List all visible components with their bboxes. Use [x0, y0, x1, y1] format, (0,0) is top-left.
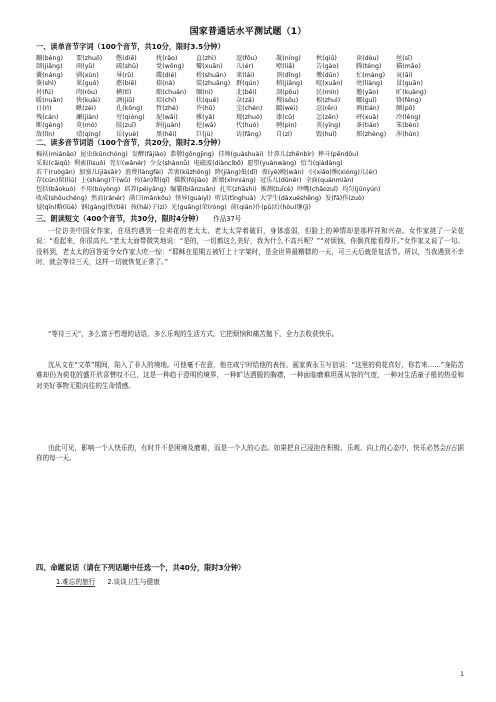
syllable-item: 敌(lǐn)	[36, 130, 55, 138]
syllable-item: 喧(xuān)	[316, 80, 343, 88]
syllable-item: 杂(zá)	[236, 97, 255, 104]
syllable-item: 快(kuài)	[76, 97, 101, 104]
syllable-item: 墩(dūn)	[316, 71, 340, 79]
word-item: 少女(shàonǚ)	[149, 159, 190, 167]
syllable-item: 缅(ní)	[196, 88, 213, 96]
syllable-item: 哲(zhé)	[156, 105, 179, 113]
syllable-row	[36, 129, 466, 138]
word-item: 光(guāng)荣(róng)	[171, 203, 227, 211]
syllable-item: 冷(lěng)	[396, 113, 421, 121]
syllable-item: 腾(téng)	[356, 63, 382, 71]
word-item: 吵嘴(chǎozuǐ)	[297, 186, 339, 194]
syllable-item: 忍(rěn)	[316, 105, 338, 113]
word-item: 针鼻儿(zhēnbír)	[267, 151, 315, 158]
syllable-item: 许(hǔ)	[196, 105, 216, 113]
syllable-item: 肢(zuī)	[116, 122, 137, 130]
word-item: 全面(quánmiàn)	[305, 177, 354, 185]
syllable-item: 孔(kǒng)	[116, 105, 143, 113]
word-item: 恭敬(gōngjìng)	[170, 151, 215, 158]
word-item: 愿望(yuànwàng)	[247, 159, 297, 167]
syllable-item: 郑(zhèng)	[356, 130, 387, 138]
word-item: 均匀(jūnyún)	[342, 186, 381, 194]
word-item: 采取(cǎiqǔ)	[36, 159, 70, 167]
word-row	[36, 202, 466, 211]
syllable-item: 装(zhuāng)	[196, 80, 231, 88]
syllable-item: 秋(qiū)	[316, 55, 337, 62]
syllable-item: 莫(mò)	[76, 122, 98, 130]
word-item: 钢(gāng)铁(tiě)	[81, 203, 127, 211]
word-item: 利索(lìsuǒ)	[73, 159, 106, 167]
syllable-item: 酒(jiǔ)	[116, 97, 135, 104]
word-item: 摔斗(pēndǒu)	[318, 151, 359, 158]
syllable-item: 猫(māo)	[396, 63, 421, 71]
syllable-item: 果(guǒ)	[76, 80, 99, 88]
syllable-item: 巨(jù)	[196, 130, 213, 138]
syllable-item: 来(lái)	[236, 71, 255, 79]
section1-heading: 一、读单音节字词（100个音节，共10分，限时3.5分钟）	[36, 42, 225, 51]
section3-heading: 三、朗读短文（400个音节，共30分，限时4分钟）	[36, 214, 203, 223]
word-item: 加塞儿(jiāsāir)	[79, 168, 122, 176]
syllable-item: 挖(wā)	[196, 122, 217, 130]
syllable-item: 捺(nà)	[156, 80, 175, 88]
section2-heading: 二、读多音节词语（100个音节，共20分，限时2.5分钟）	[36, 138, 225, 147]
syllable-item: 漆(cǔ)	[276, 113, 295, 121]
word-row	[36, 149, 466, 158]
syllable-item: 疏(shū)	[116, 63, 139, 71]
syllable-item: 告(gào)	[316, 63, 339, 71]
word-item: 存(cún)留(liú)	[36, 177, 77, 185]
passage-paragraph-4: 由此可见，影响一个人快乐的，有时并不是困境及磨难，而是一个人的心态。如果把自己浸泡在积极、乐观、向上的心态中，快乐必然会//占据你的每一天。	[36, 444, 464, 463]
syllable-item: 制(jiǎng)	[36, 63, 63, 71]
syllable-item: 顶(dǐng)	[276, 71, 301, 79]
syllable-item: 涮(jiàn)	[76, 113, 99, 121]
word-item: 发(fā)作(zuò)	[325, 195, 365, 202]
syllable-item: 剖(pōu)	[276, 88, 299, 96]
word-row	[36, 167, 466, 176]
passage-paragraph-1: 一位访美中国女作家，在纽约遇到一位卖花的老太太。老太太穿着破旧，身体虚弱，但脸上的神情却是那样祥和兴奋。女作家挑了一朵花说：“看起来，你很高兴。”老太太面带微笑地说：“是的，一切都这么美好，我为什么不高兴呢？”“对烦恼，你倒真能看得开。”女作家又说了一句。没料到，老太太的回答更令女作家大吃一惊：“耶稣在星期五被钉上十字架时，是全世界最糟糕的一天，可三天后就是复活节。所以，当我遇到不幸时，就会等待三天，这样一切就恢复正常了。”	[36, 227, 464, 267]
syllable-item: 现(zhuó)	[236, 113, 263, 121]
word-item: 苦衷(kǔzhōng)	[167, 168, 211, 176]
word-item: 怪异(guàiyì)	[175, 195, 212, 202]
syllable-item: 骋(pìn)	[276, 122, 297, 130]
syllable-item: 访(fǎng)	[236, 130, 262, 138]
syllable-item: 横(tī)	[116, 88, 132, 96]
section4-heading: 四、命题说话（请在下列话题中任选一个，共40分，限时3分钟）	[36, 563, 246, 572]
topic-item-2: 2.谈谈卫生与健康	[107, 578, 160, 586]
page-number: 1	[460, 671, 464, 678]
syllable-item: 群(qún)	[236, 80, 260, 88]
syllable-item: 亮(liàng)	[356, 80, 383, 88]
word-item: 莞尔(wǎnér)	[109, 159, 146, 167]
word-item: 小(xiǎo)熊(xióng)儿(ér)	[307, 168, 378, 176]
syllable-item: 衬(fú)	[36, 88, 54, 96]
word-item: 大学生(dàxuéshēng)	[259, 195, 322, 202]
word-row	[36, 184, 466, 193]
word-item: 孩(hái)子(zi)	[130, 203, 168, 211]
word-item: 挂帅(guàshuài)	[218, 151, 264, 158]
syllable-item: 冒(guān)	[396, 80, 423, 88]
syllable-item: 黑(hēi)	[156, 130, 177, 138]
syllable-item: 民(mín)	[316, 88, 339, 96]
word-item: 若干(ruògān)	[36, 168, 76, 176]
syllable-item: 党(wǒng)	[156, 63, 185, 71]
work-number: 作品37号	[213, 215, 242, 223]
syllable-item: 囊(náng)	[36, 71, 63, 79]
syllable-item: 憋(diē)	[116, 55, 137, 62]
syllable-item: 靖(qíng)	[76, 130, 101, 138]
syllable-item: 浑(hún)	[396, 130, 420, 138]
syllable-item: 丝(sī)	[396, 55, 413, 62]
syllable-item: 蹦(bèng)	[36, 55, 63, 62]
syllable-item: 条(tiáo)	[356, 122, 380, 130]
syllable-item: 锋(fēng)	[396, 97, 422, 104]
syllable-item: 船(chuán)	[156, 88, 187, 96]
word-item: 电磁波(diàncíbō)	[193, 159, 244, 167]
syllable-item: 哀(āi)	[396, 71, 413, 79]
syllable-item: 残(cán)	[36, 113, 59, 121]
syllable-item: 雨(yǔ)	[76, 63, 95, 71]
syllable-item: 憨(biē)	[116, 80, 137, 88]
syllable-item: 肉(ròu)	[76, 88, 98, 96]
syllable-item: 栓(shuān)	[196, 71, 227, 79]
word-item: 棉袄(miánǎo)	[36, 151, 77, 158]
syllable-item: 泥(wǎi)	[156, 113, 178, 121]
word-item: 收成(shōuchéng)	[36, 195, 88, 202]
word-row	[36, 158, 466, 167]
syllable-item: 驯(xùn)	[76, 71, 99, 79]
syllable-item: 忙(máng)	[356, 71, 386, 79]
syllable-item: 碟(dié)	[156, 71, 177, 79]
syllable-item: 断(gèng)	[36, 122, 63, 130]
topic-item-1: 1.难忘的旅行	[56, 578, 96, 586]
syllable-item: 逗(fǒu)	[236, 55, 258, 62]
syllable-item: 搜(sōu)	[276, 97, 299, 104]
syllable-item: 状(quē)	[196, 97, 219, 104]
syllable-item: 根(zhuì)	[316, 97, 341, 104]
word-item: 昆虫(kūnchóng)	[80, 151, 128, 158]
syllable-item: 琮(chí)	[156, 97, 177, 104]
word-item: 发酵(fājiào)	[131, 151, 167, 158]
syllable-item: 邀(yāo)	[356, 88, 379, 96]
word-item: 侵(qīn)略(lüè)	[36, 203, 78, 211]
word-item: 浪费(làngfèi)	[125, 168, 164, 176]
word-item: 听话(tīnghuà)	[215, 195, 256, 202]
syllable-item: 稍(jiāng)	[276, 80, 303, 88]
word-item: 上(shàng)午(wǔ)	[80, 177, 131, 185]
word-item: 培养(péiyǎng)	[124, 186, 167, 194]
syllable-item: 导(rǔ)	[116, 71, 134, 79]
word-item: 前(qián)仆(pū)后(hòu)继(jì)	[230, 203, 311, 211]
word-item: 包括(bāokuò)	[36, 186, 76, 194]
word-item: 新娘(xīnniáng)	[212, 177, 256, 185]
word-item: 降(jiàng)低(dī)	[214, 168, 258, 176]
syllable-item: 雅(yǎ)	[196, 113, 215, 121]
word-item: 编纂(biānzuǎn)	[170, 186, 216, 194]
syllable-item: 读(dòu)	[356, 55, 379, 62]
syllable-item: 要(zhuō)	[76, 55, 103, 62]
syllable-item: 直(zhì)	[196, 55, 217, 62]
syllable-item: 瓣(xuān)	[196, 63, 223, 71]
page-title: 国家普通话水平测试题（1）	[189, 27, 307, 37]
syllable-item: 毁(huǐ)	[316, 130, 337, 138]
word-item: 然而(ránér)	[91, 195, 125, 202]
syllable-item: 踹(wèi)	[276, 105, 298, 113]
syllable-item: 儿(ér)	[236, 63, 254, 71]
syllable-item: 旷(kuàng)	[396, 88, 427, 96]
syllable-item: 绢(juàn)	[156, 122, 181, 130]
word-item: 扎实(zhāshi)	[219, 186, 257, 194]
word-item: 恰当(qiàdàng)	[300, 159, 343, 167]
syllable-item: 代(huó)	[236, 122, 259, 130]
syllable-item: 嘹(liǎ)	[276, 63, 295, 71]
word-row	[36, 175, 466, 184]
syllable-item: 颇(pō)	[396, 105, 415, 113]
syllable-item: 英(yīng)	[316, 122, 341, 130]
syllable-item: 填(tián)	[356, 105, 380, 113]
syllable-item: 怎(zěn)	[316, 113, 339, 121]
syllable-item: 暖(nuǎn)	[36, 97, 63, 104]
passage-paragraph-3: 沈从文在“文革”期间，陷入了非人的境地。可他毫不在意，他在咸宁时给他的表侄、画家黄永玉写信说：“这里的荷花真好，你若来……”身陷苦难却仍为荷花的盛开欣喜赞叹不已，这是一种趋于澄明的境界，一种旷达洒脱的胸襟，一种面临磨难坦荡从容的气度，一种对生活童子般的热爱和对美好事物无限向往的生命情感。	[36, 361, 464, 390]
word-item: 满口(mǎnkǒu)	[128, 195, 172, 202]
syllable-item: 扰(rǎo)	[156, 55, 178, 62]
syllable-item: 鉴(shì)	[36, 80, 57, 88]
syllable-item: 岳(yuè)	[116, 130, 139, 138]
syllable-item: 凝(níng)	[276, 55, 301, 62]
word-item: 佛教(fójiào)	[173, 177, 209, 185]
syllable-item: 笨(bèn)	[396, 122, 419, 130]
syllable-item: 自(zì)	[276, 130, 293, 138]
word-item: 夜(yè)晚(wǎn)	[261, 168, 304, 176]
syllable-item: 瞅(zèi)	[76, 105, 97, 113]
word-item: 推测(tuīcè)	[260, 186, 294, 194]
syllable-item: 日(rì)	[36, 105, 52, 113]
topic-list	[56, 576, 170, 587]
word-item: 按(àn)期(qī)	[134, 177, 170, 185]
word-item: 不用(búyòng)	[79, 186, 121, 194]
word-row	[36, 193, 466, 202]
syllable-item: 北(běi)	[236, 88, 257, 96]
section3-heading-row	[36, 213, 241, 224]
syllable-item: 穷(qióng)	[116, 113, 145, 121]
syllable-item: 尘(chén)	[236, 105, 263, 113]
passage-paragraph-2: “等待三天”，多么富于哲理的话语，多么乐观的生活方式。它把烦恼和痛苦抛下，全力去收获快乐。	[48, 330, 339, 338]
syllable-item: 娜(guǐ)	[356, 97, 377, 104]
word-item: 冠乐儿(dǔnēr)	[259, 177, 302, 185]
syllable-item: 砰(xuǎ)	[356, 113, 379, 121]
